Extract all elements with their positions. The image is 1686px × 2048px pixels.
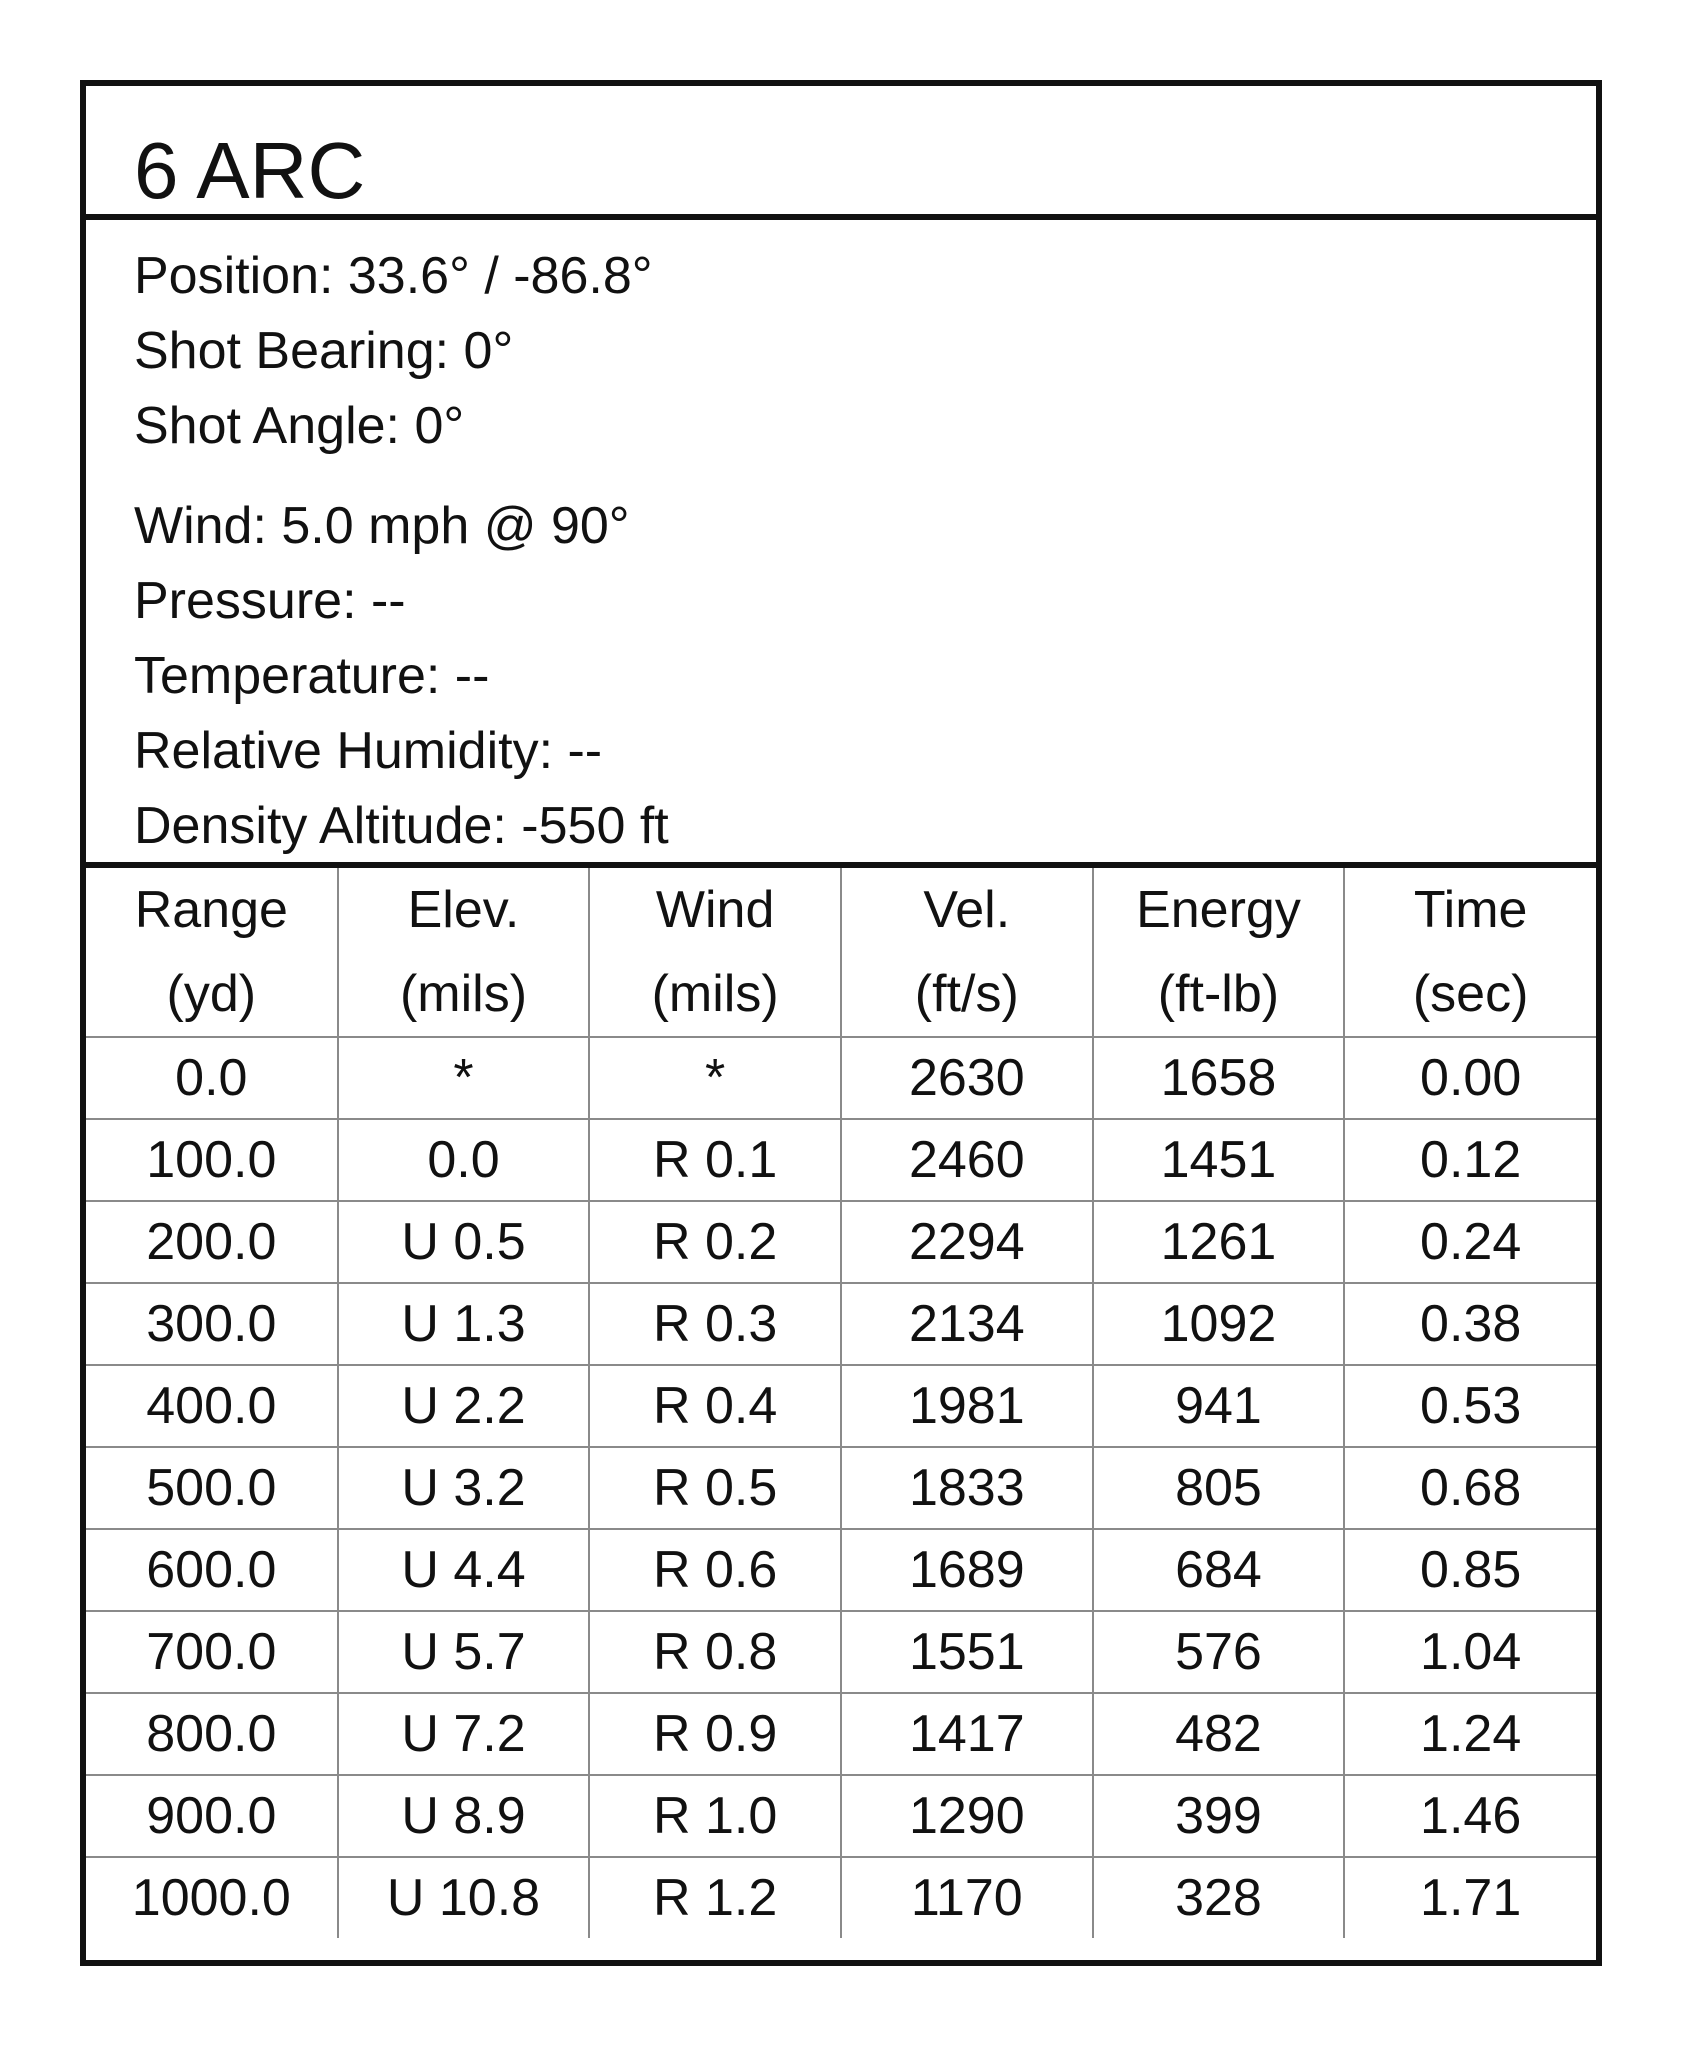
cell-range: 800.0	[86, 1693, 338, 1775]
cell-elevation: U 10.8	[338, 1857, 590, 1938]
cell-time: 0.68	[1344, 1447, 1596, 1529]
cell-wind: R 0.3	[589, 1283, 841, 1365]
cell-range: 700.0	[86, 1611, 338, 1693]
cell-range: 900.0	[86, 1775, 338, 1857]
cell-velocity: 1689	[841, 1529, 1093, 1611]
cell-time: 1.46	[1344, 1775, 1596, 1857]
table-header-row	[86, 868, 1596, 1037]
table-row	[86, 1119, 1596, 1201]
humidity-text: Relative Humidity: --	[134, 722, 603, 780]
cell-wind: R 0.2	[589, 1201, 841, 1283]
table-row	[86, 1857, 1596, 1938]
cell-elevation: 0.0	[338, 1119, 590, 1201]
header-unit: (ft-lb)	[1157, 965, 1280, 1023]
cell-time: 1.71	[1344, 1857, 1596, 1938]
cell-energy: 576	[1093, 1611, 1345, 1693]
header-label: Energy	[1136, 881, 1301, 939]
cell-range: 200.0	[86, 1201, 338, 1283]
header-label: Vel.	[923, 881, 1011, 939]
shot-bearing-text: Shot Bearing: 0°	[134, 322, 514, 380]
cell-elevation: U 2.2	[338, 1365, 590, 1447]
header-unit: (mils)	[651, 965, 779, 1023]
cell-energy: 941	[1093, 1365, 1345, 1447]
header-label: Time	[1413, 881, 1528, 939]
cell-velocity: 1290	[841, 1775, 1093, 1857]
cell-wind: R 0.4	[589, 1365, 841, 1447]
cell-velocity: 2630	[841, 1037, 1093, 1119]
cell-wind: R 1.2	[589, 1857, 841, 1938]
table-row	[86, 1447, 1596, 1529]
cell-velocity: 1170	[841, 1857, 1093, 1938]
cell-time: 0.24	[1344, 1201, 1596, 1283]
cell-time: 0.00	[1344, 1037, 1596, 1119]
table-row	[86, 1529, 1596, 1611]
header-unit: (sec)	[1412, 965, 1529, 1023]
cell-wind: R 0.5	[589, 1447, 841, 1529]
dope-table	[86, 868, 1596, 1938]
cell-elevation: U 8.9	[338, 1775, 590, 1857]
cell-energy: 482	[1093, 1693, 1345, 1775]
cell-range: 600.0	[86, 1529, 338, 1611]
cell-elevation: *	[338, 1037, 590, 1119]
header-label: Elev.	[407, 881, 520, 939]
cell-velocity: 2460	[841, 1119, 1093, 1201]
density-altitude-text: Density Altitude: -550 ft	[134, 797, 669, 855]
title-section	[86, 86, 1596, 220]
header-wind	[589, 868, 841, 1037]
cell-time: 0.53	[1344, 1365, 1596, 1447]
cell-elevation: U 0.5	[338, 1201, 590, 1283]
cell-range: 0.0	[86, 1037, 338, 1119]
card-title: 6 ARC	[134, 126, 366, 215]
wind-text: Wind: 5.0 mph @ 90°	[134, 497, 630, 555]
cell-range: 500.0	[86, 1447, 338, 1529]
header-time	[1344, 868, 1596, 1037]
cell-time: 1.04	[1344, 1611, 1596, 1693]
header-elevation	[338, 868, 590, 1037]
cell-energy: 1261	[1093, 1201, 1345, 1283]
cell-energy: 1451	[1093, 1119, 1345, 1201]
header-label: Range	[134, 881, 288, 939]
temperature-text: Temperature: --	[134, 647, 490, 705]
table-row	[86, 1611, 1596, 1693]
cell-time: 0.38	[1344, 1283, 1596, 1365]
cell-elevation: U 3.2	[338, 1447, 590, 1529]
cell-energy: 805	[1093, 1447, 1345, 1529]
header-label: Wind	[655, 881, 775, 939]
header-unit: (ft/s)	[914, 965, 1019, 1023]
shot-angle-text: Shot Angle: 0°	[134, 397, 465, 455]
table-row	[86, 1283, 1596, 1365]
table-row	[86, 1775, 1596, 1857]
cell-time: 0.85	[1344, 1529, 1596, 1611]
cell-elevation: U 5.7	[338, 1611, 590, 1693]
table-row	[86, 1365, 1596, 1447]
cell-wind: R 0.6	[589, 1529, 841, 1611]
cell-velocity: 2294	[841, 1201, 1093, 1283]
cell-energy: 399	[1093, 1775, 1345, 1857]
cell-energy: 684	[1093, 1529, 1345, 1611]
cell-elevation: U 1.3	[338, 1283, 590, 1365]
conditions-section	[86, 220, 1596, 868]
cell-range: 300.0	[86, 1283, 338, 1365]
header-unit: (mils)	[399, 965, 528, 1023]
cell-wind: R 0.8	[589, 1611, 841, 1693]
table-row	[86, 1693, 1596, 1775]
cell-time: 0.12	[1344, 1119, 1596, 1201]
cell-elevation: U 7.2	[338, 1693, 590, 1775]
cell-range: 1000.0	[86, 1857, 338, 1938]
cell-range: 400.0	[86, 1365, 338, 1447]
cell-velocity: 1981	[841, 1365, 1093, 1447]
cell-wind: *	[589, 1037, 841, 1119]
cell-time: 1.24	[1344, 1693, 1596, 1775]
cell-velocity: 1417	[841, 1693, 1093, 1775]
cell-range: 100.0	[86, 1119, 338, 1201]
pressure-text: Pressure: --	[134, 572, 406, 630]
header-velocity	[841, 868, 1093, 1037]
cell-elevation: U 4.4	[338, 1529, 590, 1611]
header-unit: (yd)	[166, 965, 257, 1023]
cell-velocity: 1833	[841, 1447, 1093, 1529]
cell-velocity: 1551	[841, 1611, 1093, 1693]
position-text: Position: 33.6° / -86.8°	[134, 247, 653, 305]
header-range	[86, 868, 338, 1037]
cell-velocity: 2134	[841, 1283, 1093, 1365]
cell-energy: 1092	[1093, 1283, 1345, 1365]
cell-wind: R 1.0	[589, 1775, 841, 1857]
cell-wind: R 0.9	[589, 1693, 841, 1775]
cell-wind: R 0.1	[589, 1119, 841, 1201]
cell-energy: 328	[1093, 1857, 1345, 1938]
table-row	[86, 1037, 1596, 1119]
ballistic-card	[80, 80, 1602, 1966]
header-energy	[1093, 868, 1345, 1037]
dope-table-container	[86, 868, 1596, 1960]
cell-energy: 1658	[1093, 1037, 1345, 1119]
table-row	[86, 1201, 1596, 1283]
